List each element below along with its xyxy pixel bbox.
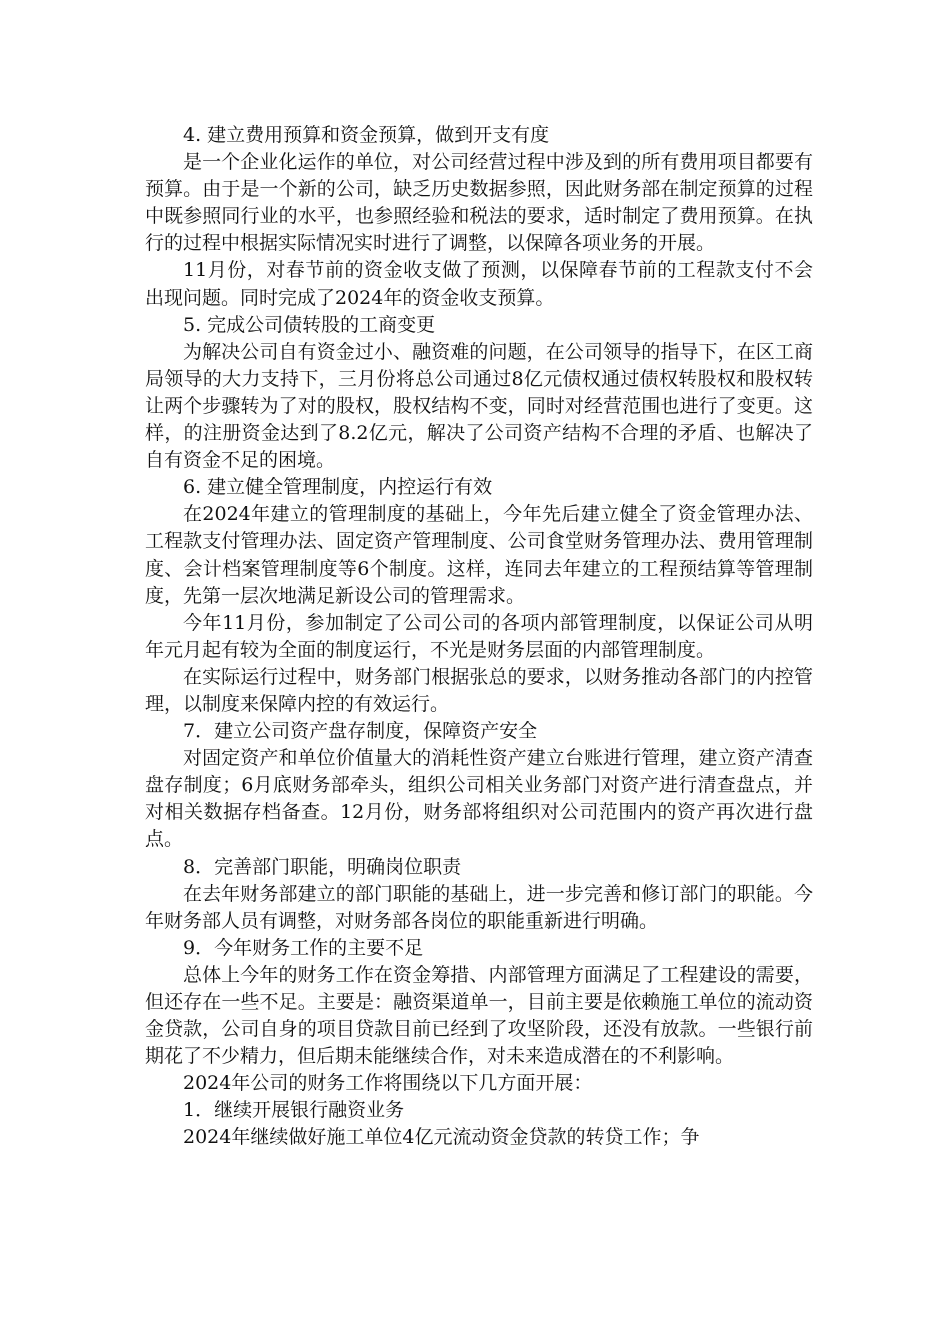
document-body [145,122,813,1152]
paragraph-spring-festival-forecast: 11月份，对春节前的资金收支做了预测，以保障春节前的工程款支付不会出现问题。同时完成了2024年的资金收支预算。 [145,259,813,309]
heading-debt-to-equity: 5. 完成公司债转股的工商变更 [183,313,436,336]
paragraph-department-functions: 在去年财务部建立的部门职能的基础上，进一步完善和修订部门的职能。今年财务部人员有调整，对财务部各岗位的职能重新进行明确。 [145,882,813,932]
paragraph-internal-control: 在实际运行过程中，财务部门根据张总的要求，以财务推动各部门的内控管理，以制度来保障内控的有效运行。 [145,665,813,715]
paragraph-next-year-intro: 2024年公司的财务工作将围绕以下几方面开展： [183,1072,593,1095]
paragraph-debt-to-equity: 为解决公司自有资金过小、融资难的问题，在公司领导的指导下，在区工商局领导的大力支持下，三月份将总公司通过8亿元债权通过债权转股权和股权转让两个步骤转为了对的股权，股权结构不变，同时对经营范围也进行了变更。这样，的注册资金达到了8.2亿元，解决了公司资产结构不合理的矛盾、也解决了自有资金不足的困境。 [145,340,813,472]
paragraph-november-system: 今年11月份，参加制定了公司公司的各项内部管理制度，以保证公司从明年元月起有较为全面的制度运行，不光是财务层面的内部管理制度。 [145,611,813,661]
paragraph-expense-budget: 是一个企业化运作的单位，对公司经营过程中涉及到的所有费用项目都要有预算。由于是一个新的公司，缺乏历史数据参照，因此财务部在制定预算的过程中既参照同行业的水平，也参照经验和税法的要求，适时制定了费用预算。在执行的过程中根据实际情况实时进行了调整，以保障各项业务的开展。 [145,151,813,255]
heading-shortcomings: 9．今年财务工作的主要不足 [183,936,424,959]
heading-asset-inventory: 7．建立公司资产盘存制度，保障资产安全 [183,720,538,743]
heading-management-system: 6. 建立健全管理制度，内控运行有效 [183,476,493,499]
paragraph-management-system: 在2024年建立的管理制度的基础上，今年先后建立健全了资金管理办法、工程款支付管理办法、固定资产管理制度、公司食堂财务管理办法、费用管理制度、会计档案管理制度等6个制度。这样，连同去年建立的工程预结算等管理制度，先第一层次地满足新设公司的管理需求。 [145,503,813,607]
heading-bank-financing: 1．继续开展银行融资业务 [183,1099,405,1122]
heading-department-functions: 8．完善部门职能，明确岗位职责 [183,855,462,878]
paragraph-shortcomings: 总体上今年的财务工作在资金筹措、内部管理方面满足了工程建设的需要，但还存在一些不足。主要是：融资渠道单一，目前主要是依赖施工单位的流动资金贷款，公司自身的项目贷款目前已经到了攻坚阶段，还没有放款。一些银行前期花了不少精力，但后期未能继续合作，对未来造成潜在的不利影响。 [145,963,813,1068]
paragraph-bank-financing: 2024年继续做好施工单位4亿元流动资金贷款的转贷工作；争 [183,1126,700,1149]
heading-expense-budget: 4. 建立费用预算和资金预算，做到开支有度 [183,124,550,146]
paragraph-asset-inventory: 对固定资产和单位价值量大的消耗性资产建立台账进行管理，建立资产清查盘存制度；6月底财务部牵头，组织公司相关业务部门对资产进行清查盘点，并对相关数据存档备查。12月份，财务部将组织对公司范围内的资产再次进行盘点。 [145,747,813,851]
